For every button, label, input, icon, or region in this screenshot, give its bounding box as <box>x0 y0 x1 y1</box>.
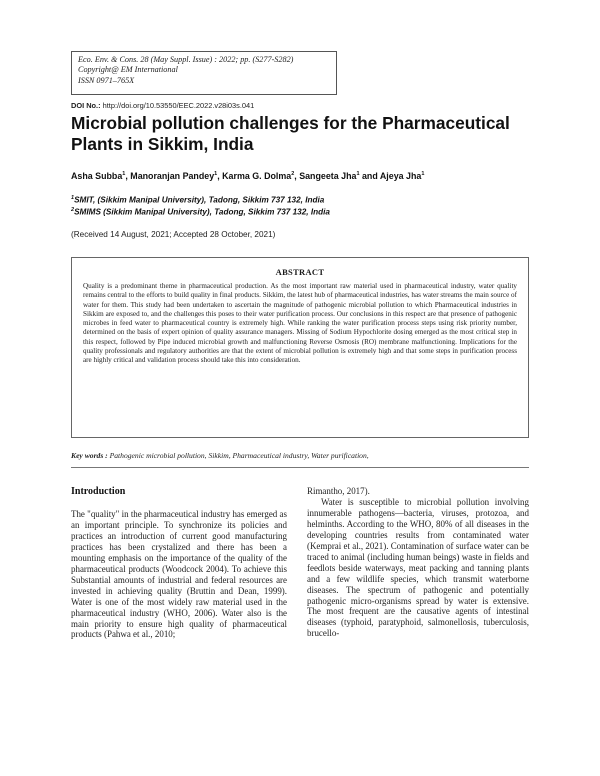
section-divider <box>71 467 529 468</box>
keywords-list: Pathogenic microbial pollution, Sikkim, Pharmaceutical industry, Water purification, <box>107 451 369 460</box>
body-column-right <box>307 486 529 639</box>
author-affiliation-mark: 1 <box>421 171 425 178</box>
journal-copyright: Copyright@ EM International <box>78 65 178 75</box>
paper-title: Microbial pollution challenges for the Pharmaceutical Plants in Sikkim, India <box>71 113 510 154</box>
introduction-paragraph-1-continued: Rimantho, 2017). <box>307 486 370 496</box>
journal-citation: Eco. Env. & Cons. 28 (May Suppl. Issue) : 2022; pp. (S277-S282) <box>78 55 294 64</box>
author-affiliation-mark: 1 <box>356 171 360 178</box>
doi-link[interactable]: http://doi.org/10.53550/EEC.2022.v28i03s.041 <box>100 101 255 110</box>
author-name: Asha Subba <box>71 171 123 181</box>
author-affiliation-mark: 1 <box>122 171 126 178</box>
body-column-left <box>71 509 287 640</box>
author-name: Manoranjan Pandey <box>130 171 215 181</box>
affiliation-text: SMIT, (Sikkim Manipal University), Tadong, Sikkim 737 132, India <box>74 195 325 205</box>
abstract-heading: ABSTRACT <box>275 267 325 277</box>
affiliation-2 <box>71 207 330 217</box>
author-name: Karma G. Dolma <box>222 171 292 181</box>
affiliation-mark: 1 <box>71 195 75 201</box>
introduction-paragraph-1: The "quality" in the pharmaceutical industry has emerged as an important principle. To synchronize its policies and practices an introduction of current good manufacturing practices has been crystalized and there has been a mounting emphasis on the importance of the quality of the pharmaceutical products (Woodcock 2004). To achieve this Substantial amounts of industrial and federal resources are invested in achieving quality (Bruttin and Dean, 1999). Water is one of the most widely raw material used in the pharmaceutical industry (WHO, 2006). Water also is the main priority to ensure high quality of pharmaceutical products (Pahwa et al., 2010; <box>71 509 287 640</box>
introduction-heading: Introduction <box>71 486 126 497</box>
author-affiliation-mark: 1 <box>214 171 218 178</box>
keywords-line <box>71 451 541 460</box>
author-name: Sangeeta Jha <box>299 171 357 181</box>
affiliation-1 <box>71 195 324 205</box>
doi-label: DOI No.: <box>71 101 101 110</box>
received-dates: (Received 14 August, 2021; Accepted 28 October, 2021) <box>71 230 276 239</box>
journal-issn: ISSN 0971–765X <box>78 75 135 85</box>
affiliation-mark: 2 <box>71 207 75 213</box>
author-affiliation-mark: 2 <box>291 171 295 178</box>
author-list: Asha Subba$^1$, Manoranjan Pandey$^1$, Karma G. Dolma$^2$, Sangeeta Jha$^1$ and Ajeya Jha$^1$ <box>71 171 425 181</box>
abstract-text: Quality is a predominant theme in pharmaceutical production. As the most important raw material used in pharmaceutical industry, water quality remains central to the efforts to build quality in final products. Sikkim, the latest hub of pharmaceutical industries, has water streams the main source of water for them. This study had been undertaken to ascertain the magnitude of pathogenic microbial pollution to which Pharmaceutical industries in Sikkim are exposed to, and the challenges this poses to their water purification process. Our conclusions in this respect are that presence of pathogenic microbes in feed water to pharmaceutical country is extremely high. While ranking the water purification process steps using risk priority number, determined on the basis of expert opinion of quality assurance managers. Missing of Sodium Hypochlorite dosing emerged as the most critical step in this respect, followed by Pipe induced microbial growth and malfunctioning Reverse Osmosis (RO) membrane malfunctioning. Implications for the quality professionals and regulatory authorities are that the extent of microbial pollution is extremely high and that some steps in purification process are highly critical and validation process should take this into consideration. <box>83 282 517 364</box>
journal-info-box <box>71 51 337 95</box>
keywords-label: Key words : <box>71 451 108 460</box>
introduction-paragraph-2: Water is susceptible to microbial pollution involving innumerable pathogens—bacteria, viruses, protozoa, and helminths. According to the WHO, 80% of all diseases in the developing countries results from contaminated water (Kemprai et al., 2021). Contamination of surface water can be traced to animal (including human beings) waste in fields and feedlots beside waterways, meat packing and tanning plants and a few wildlife species, which transmit waterborne diseases. The spectrum of pathogenic and potentially pathogenic micro-organisms spread by water is extensive. The most frequent are the causative agents of intestinal diseases (typhoid, paratyphoid, salmonellosis, tuberculosis, brucello- <box>307 496 529 639</box>
doi-line <box>71 101 254 110</box>
author-name: Ajeya Jha <box>379 171 422 181</box>
affiliation-text: SMIMS (Sikkim Manipal University), Tadong, Sikkim 737 132, India <box>74 207 330 217</box>
abstract-box <box>71 257 529 438</box>
